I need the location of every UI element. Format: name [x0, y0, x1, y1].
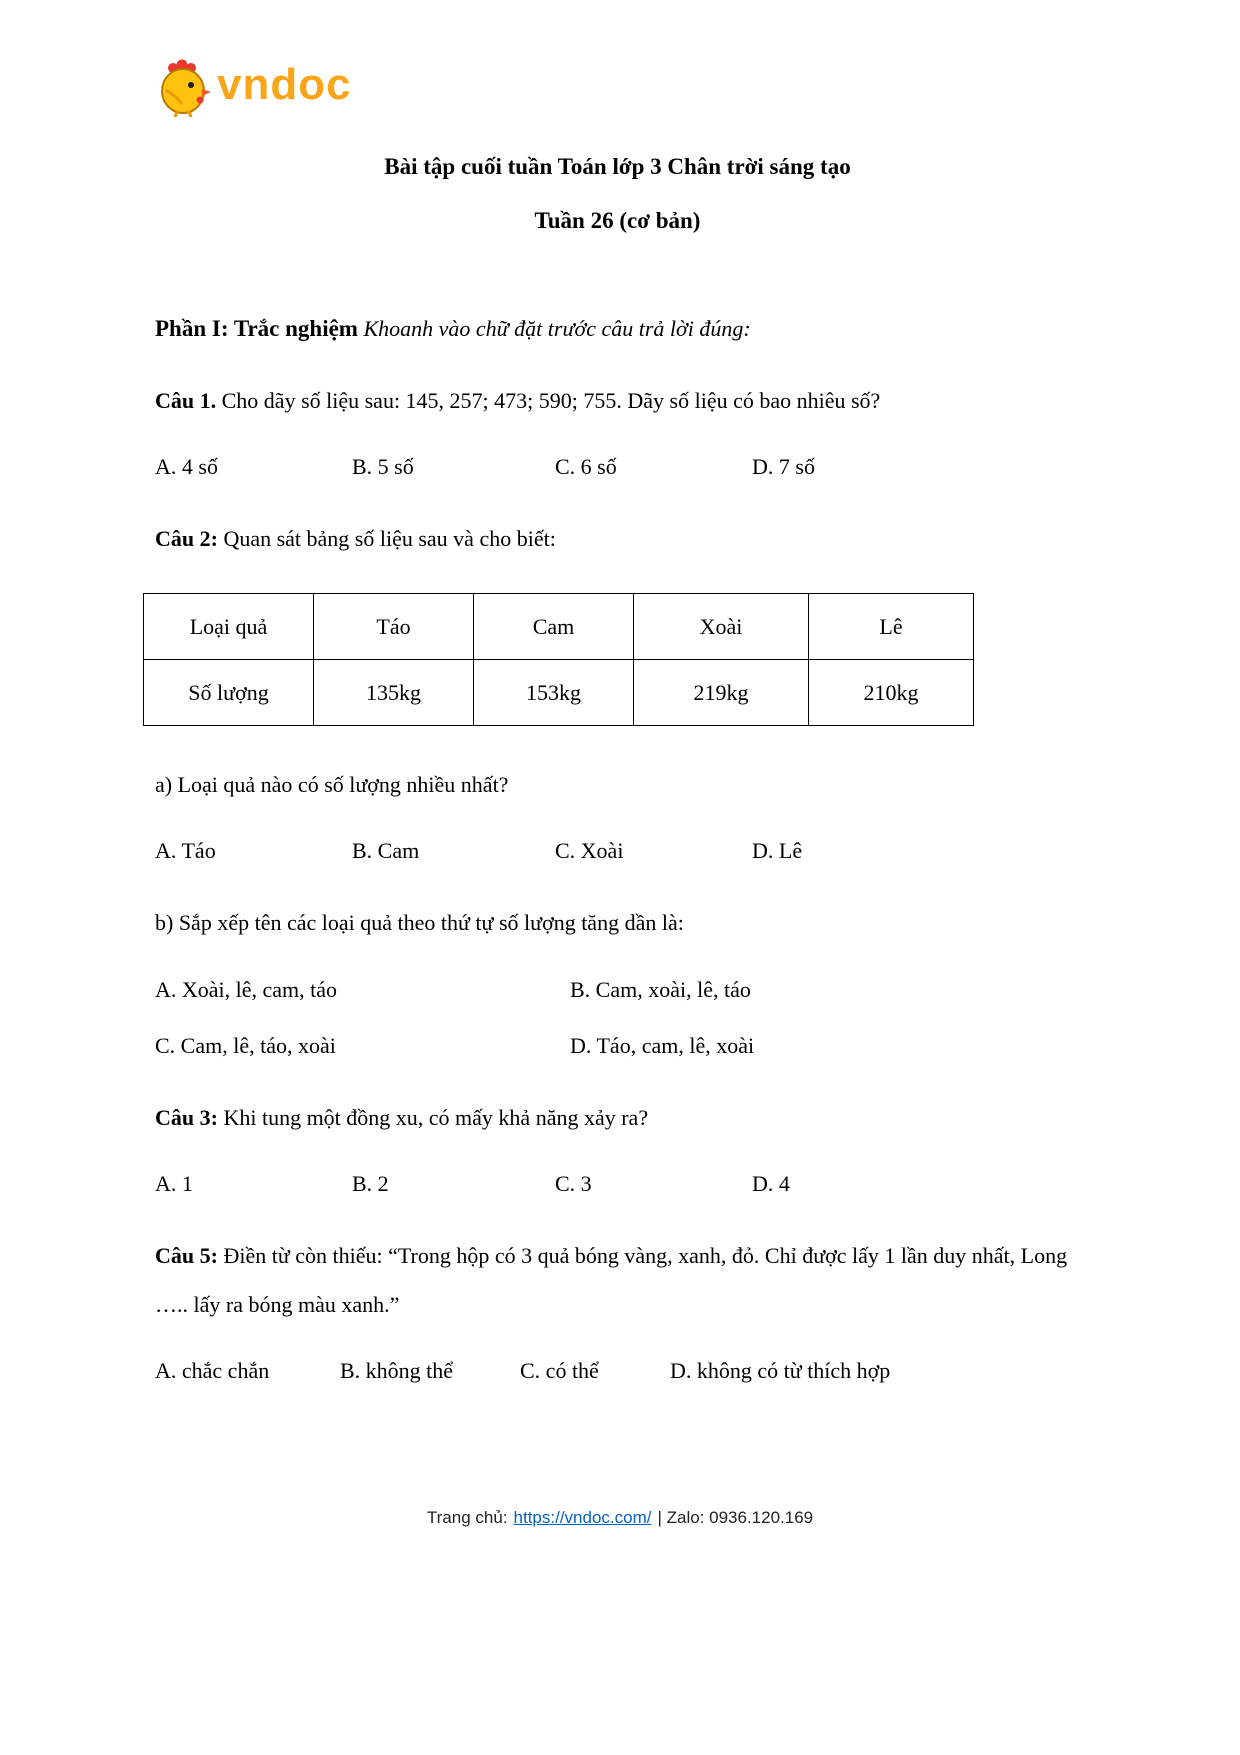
- fruit-quantity-table: [143, 593, 974, 726]
- table-cell: Cam: [474, 594, 634, 660]
- table-cell: Lê: [809, 594, 974, 660]
- footer-home-label: Trang chủ:: [426, 1508, 508, 1527]
- table-cell: 210kg: [809, 660, 974, 726]
- option-c: C. có thể: [520, 1357, 599, 1383]
- option-c: C. Xoài: [555, 837, 624, 863]
- question-5-text: Điền từ còn thiếu: “Trong hộp có 3 quả bóng vàng, xanh, đỏ. Chỉ được lấy 1 lần duy nhất, Long ….. lấy ra bóng màu xanh.”: [155, 1242, 1068, 1317]
- option-d: D. không có từ thích hợp: [670, 1357, 891, 1383]
- question-1: [155, 376, 1080, 426]
- question-2a-options: [155, 838, 1080, 864]
- question-3-text: Khi tung một đồng xu, có mấy khả năng xảy ra?: [223, 1105, 649, 1130]
- option-b: B. Cam, xoài, lê, táo: [570, 977, 751, 1002]
- question-1-options: [155, 454, 1080, 480]
- table-cell: 219kg: [634, 660, 809, 726]
- section-instruction: Khoanh vào chữ đặt trước câu trả lời đúng:: [363, 316, 751, 341]
- table-cell: Loại quả: [144, 594, 314, 660]
- option-c: C. 3: [555, 1170, 592, 1196]
- question-3: [155, 1093, 1080, 1143]
- page-footer: [0, 1508, 1240, 1528]
- option-d: D. Táo, cam, lê, xoài: [570, 1033, 755, 1058]
- footer-zalo-text: | Zalo: 0936.120.169: [657, 1508, 814, 1527]
- question-5-label: Câu 5:: [155, 1242, 218, 1268]
- footer-home-link[interactable]: https://vndoc.com/: [513, 1508, 652, 1527]
- question-2b-options: [155, 977, 1080, 1059]
- vndoc-logo: [157, 58, 1080, 118]
- question-3-label: Câu 3:: [155, 1105, 218, 1130]
- question-1-text: Cho dãy số liệu sau: 145, 257; 473; 590; 755. Dãy số liệu có bao nhiêu số?: [221, 388, 881, 413]
- option-a: A. Táo: [155, 837, 216, 863]
- chick-icon: [157, 59, 211, 117]
- table-cell: Táo: [314, 594, 474, 660]
- question-2: [155, 514, 1080, 564]
- table-row: [144, 660, 974, 726]
- option-a: A. chắc chắn: [155, 1357, 270, 1383]
- question-1-label: Câu 1.: [155, 388, 217, 413]
- question-2-text: Quan sát bảng số liệu sau và cho biết:: [223, 525, 556, 551]
- option-b: B. Cam: [352, 837, 420, 863]
- question-2b: [155, 898, 1080, 948]
- option-d: D. Lê: [752, 837, 803, 863]
- section-heading: [155, 316, 1080, 342]
- table-cell: 135kg: [314, 660, 474, 726]
- option-c: C. 6 số: [555, 453, 617, 479]
- option-b: B. 2: [352, 1170, 389, 1196]
- question-5-options: [155, 1358, 1080, 1384]
- question-2a-text: a) Loại quả nào có số lượng nhiều nhất?: [155, 772, 509, 797]
- option-b: B. 5 số: [352, 453, 414, 479]
- option-d: D. 4: [752, 1170, 790, 1196]
- question-2a: [155, 760, 1080, 810]
- section-label: Phần I: Trắc nghiệm: [155, 316, 358, 341]
- table-cell: 153kg: [474, 660, 634, 726]
- question-2-label: Câu 2:: [155, 525, 218, 551]
- question-3-options: [155, 1171, 1080, 1197]
- table-cell: Xoài: [634, 594, 809, 660]
- option-d: D. 7 số: [752, 453, 815, 479]
- option-a: A. Xoài, lê, cam, táo: [155, 977, 338, 1002]
- option-c: C. Cam, lê, táo, xoài: [155, 1033, 336, 1058]
- question-5: [155, 1231, 1080, 1330]
- table-cell: Số lượng: [144, 660, 314, 726]
- question-2b-text: b) Sắp xếp tên các loại quả theo thứ tự số lượng tăng dần là:: [155, 909, 684, 935]
- table-header-row: [144, 594, 974, 660]
- option-b: B. không thể: [340, 1357, 454, 1383]
- vndoc-logo-text: vndoc: [217, 60, 352, 109]
- option-a: A. 4 số: [155, 453, 218, 479]
- option-a: A. 1: [155, 1170, 193, 1196]
- page-subtitle: Tuần 26 (cơ bản): [534, 208, 701, 233]
- page-title: Bài tập cuối tuần Toán lớp 3 Chân trời sáng tạo: [384, 154, 851, 179]
